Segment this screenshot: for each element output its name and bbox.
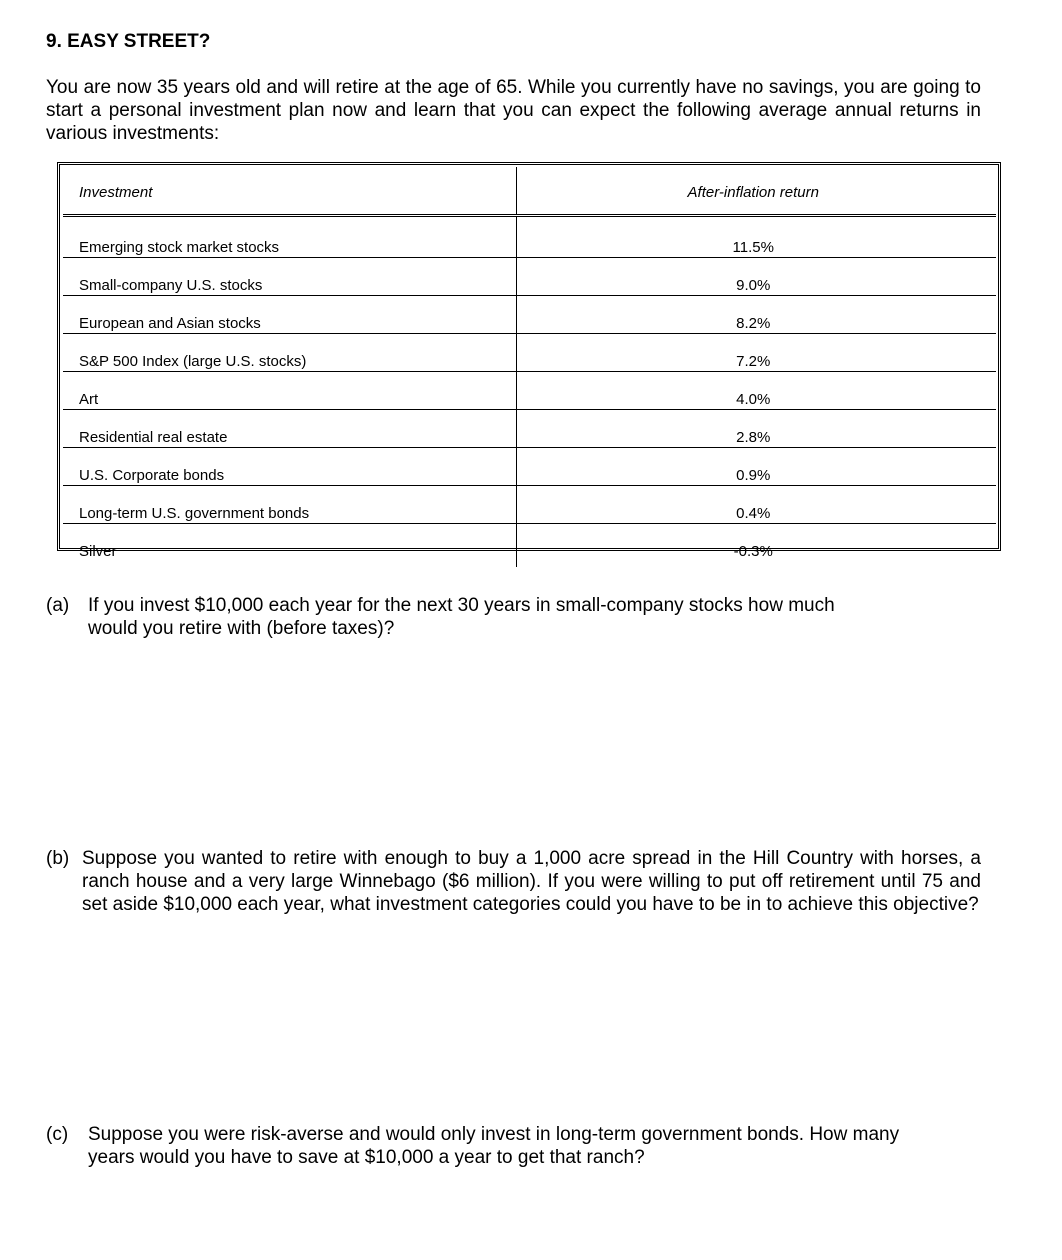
investment-return: 0.4% [516, 486, 996, 524]
returns-table [63, 167, 996, 567]
investment-name: U.S. Corporate bonds [63, 448, 516, 486]
table-row [63, 216, 996, 258]
investment-name: European and Asian stocks [63, 296, 516, 334]
table-row [63, 448, 996, 486]
question-c [46, 1123, 946, 1169]
investment-name: Residential real estate [63, 410, 516, 448]
investment-name: S&P 500 Index (large U.S. stocks) [63, 334, 516, 372]
table-row [63, 334, 996, 372]
question-text: Suppose you wanted to retire with enough to buy a 1,000 acre spread in the Hill Country with horses, a ranch house and a very large Winnebago ($6 million). If you were willing to put off retirement until 75 and set aside $10,000 each year, what investment categories could you have to be in to achieve this objective? [82, 848, 981, 915]
table-row [63, 486, 996, 524]
investment-return: 7.2% [516, 334, 996, 372]
investment-return: 4.0% [516, 372, 996, 410]
question-b [46, 847, 981, 916]
table-row [63, 524, 996, 568]
question-text: Suppose you were risk-averse and would only invest in long-term government bonds. How many years would you have to save at $10,000 a year to get that ranch? [88, 1124, 900, 1168]
investment-return: 2.8% [516, 410, 996, 448]
question-label: (c) [46, 1124, 69, 1145]
table-row [63, 296, 996, 334]
question-label: (a) [46, 595, 70, 616]
investment-name: Long-term U.S. government bonds [63, 486, 516, 524]
table-row [63, 258, 996, 296]
table-row [63, 410, 996, 448]
table-header-row [63, 167, 996, 216]
investment-return: 11.5% [516, 216, 996, 258]
investment-name: Silver [63, 524, 516, 568]
investment-return: 0.9% [516, 448, 996, 486]
investment-return: -0.3% [733, 543, 773, 560]
column-header-return: After-inflation return [516, 167, 996, 216]
question-label: (b) [46, 848, 70, 869]
problem-intro: You are now 35 years old and will retire at the age of 65. While you currently have no savings, you are going to start a personal investment plan now and learn that you can expect the following average annual returns in various investments: [46, 77, 981, 144]
column-header-investment: Investment [63, 167, 516, 216]
question-text: If you invest $10,000 each year for the next 30 years in small-company stocks how much would you retire with (before taxes)? [88, 595, 835, 639]
investment-return: 8.2% [516, 296, 996, 334]
investment-name: Emerging stock market stocks [63, 216, 516, 258]
question-a [46, 594, 886, 640]
table-row [63, 372, 996, 410]
investment-name: Art [63, 372, 516, 410]
investment-name: Small-company U.S. stocks [63, 258, 516, 296]
problem-heading: 9. EASY STREET? [46, 31, 211, 52]
investment-return: 9.0% [516, 258, 996, 296]
